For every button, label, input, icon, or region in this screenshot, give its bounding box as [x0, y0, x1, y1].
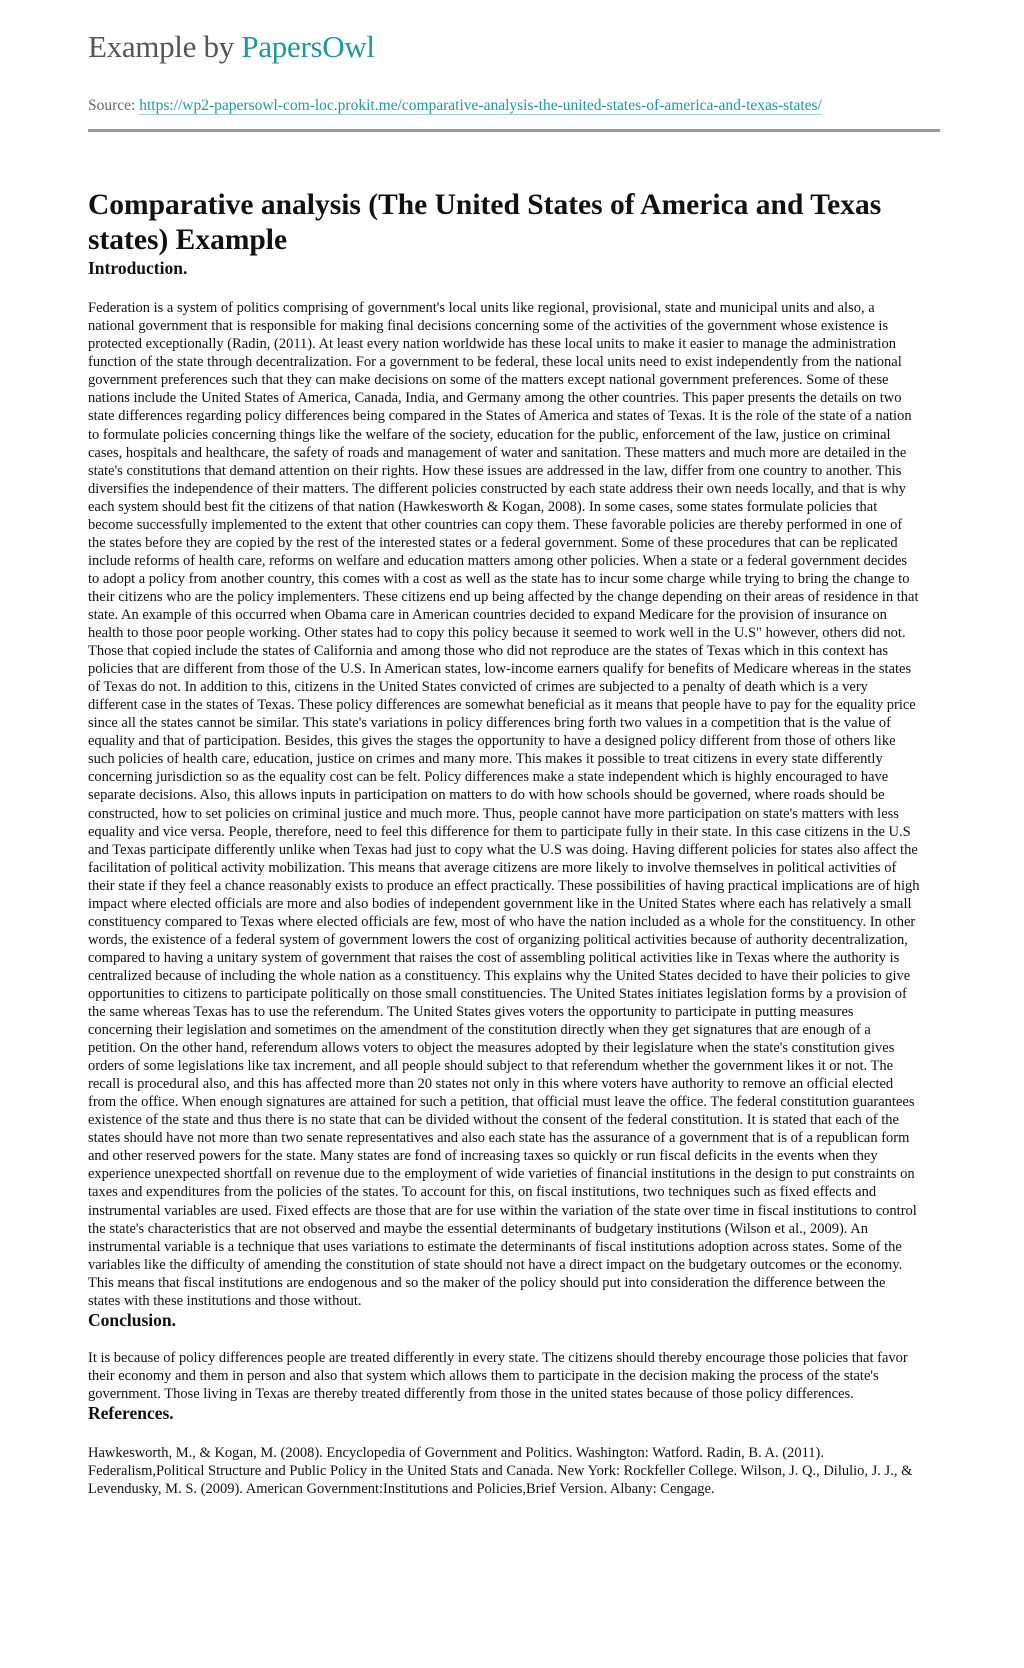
introduction-heading: Introduction.	[88, 258, 188, 279]
brand-link[interactable]: PapersOwl	[241, 29, 375, 64]
header-divider	[88, 129, 940, 132]
document-title: Comparative analysis (The United States of America and Texas states) Example	[88, 189, 882, 257]
references-body: Hawkesworth, M., & Kogan, M. (2008). Encyclopedia of Government and Politics. Washington: Watford. Radin, B. A. (2011). Federalism,Political Structure and Public Policy in the United Stats and Canada. New York: Rockfeller College. Wilson, J. Q., Dilulio, J. J., & Levendusky, M. S. (2009). American Government:Institutions and Policies,Brief Version. Albany: Cengage.	[88, 1444, 913, 1498]
references-heading: References.	[88, 1402, 174, 1423]
source-link[interactable]: https://wp2-papersowl-com-loc.prokit.me/comparative-analysis-the-united-states-of-america-and-texas-states/	[139, 97, 822, 115]
source-label: Source:	[88, 97, 140, 115]
source-line	[88, 97, 920, 115]
brand-prefix: Example by	[88, 29, 242, 64]
brand-header	[88, 0, 920, 65]
introduction-body: Federation is a system of politics comprising of government's local units like regional, provisional, state and municipal units and also, a national government that is responsible for making final decisions concerning some of the activities of the government whose existence is protected exceptionally (Radin, (2011). At least every nation worldwide has these local units to make it easier to manage the administration function of the state through decentralization. For a government to be federal, these local units need to exist independently from the national government preferences such that they can make decisions on some of the matters except national government preferences. Some of these nations include the United States of America, Canada, India, and Germany among the other countries. This paper presents the details on two state differences regarding policy differences being compared in the States of America and states of Texas. It is the role of the state of a nation to formulate policies concerning things like the welfare of the society, education for the public, enforcement of the law, justice on criminal cases, hospitals and healthcare, the safety of roads and management of water and sanitation. These matters and much more are detailed in the state's constitutions that demand attention on their rights. How these issues are addressed in the law, differ from one country to another. This diversifies the independence of their matters. The different policies constructed by each state address their own needs locally, and that is why each system should best fit the citizens of that nation (Hawkesworth & Kogan, 2008). In some cases, some states formulate policies that become successfully implemented to the extent that other countries can copy them. These favorable policies are thereby performed in one of the states before they are copied by the rest of the interested states or a federal government. Some of these procedures that can be replicated include reforms of health care, reforms on welfare and education matters among other policies. When a state or a federal government decides to adopt a policy from another country, this comes with a cost as well as the state has to incur some charge while trying to bring the change to their citizens who are the policy implementers. These citizens end up being affected by the change depending on their areas of residence in that state. An example of this occurred when Obama care in American countries decided to expand Medicare for the provision of insurance on health to those poor people working. Other states had to copy this policy because it seemed to work well in the U.S" however, others did not. Those that copied include the states of California and among those who did not reproduce are the states of Texas which in this context has policies that are different from those of the U.S. In American states, low-income earners qualify for benefits of Medicare whereas in the states of Texas do not. In addition to this, citizens in the United States convicted of crimes are subjected to a penalty of death which is a very different case in the states of Texas. These policy differences are somewhat beneficial as it means that people have to pay for the equality price since all the states cannot be similar. This state's variations in policy differences bring forth two values in a competition that is the value of equality and that of participation. Besides, this gives the stages the opportunity to have a designed policy different from those of others like such policies of health care, education, justice on crimes and many more. This makes it possible to treat citizens in every state differently concerning jurisdiction so as the equality cost can be felt. Policy differences make a state independent which is highly encouraged to have separate decisions. Also, this allows inputs in participation on matters to do with how schools should be governed, where roads should be constructed, how to set policies on criminal justice and much more. Thus, people cannot have more participation on state's matters with less equality and vice versa. People, therefore, need to feel this difference for them to participate fully in their state. In this case citizens in the U.S and Texas participate differently unlike when Texas had just to copy what the U.S was doing. Having different policies for states also affect the facilitation of political activity mobilization. This means that average citizens are more likely to involve themselves in political activities of their state if they feel a chance reasonably exists to produce an effect practically. These possibilities of having practical implications are of high impact where elected officials are more and also bodies of independent government like in the United States where each has relatively a small constituency compared to Texas where elected officials are few, most of who have the nation included as a whole for the constituency. In other words, the existence of a federal system of government lowers the cost of organizing political activities because of authority decentralization, compared to having a unitary system of government that raises the cost of assembling political activities like in Texas where the authority is centralized because of including the whole nation as a constituency. This explains why the United States decided to have their policies to give opportunities to citizens to participate politically on those small constituencies. The United States initiates legislation forms by a provision of the same whereas Texas has to use the referendum. The United States gives voters the opportunity to participate in putting measures concerning their legislation and sometimes on the amendment of the constitution directly when they get signatures that are enough of a petition. On the other hand, referendum allows voters to object the measures adopted by their legislature when the state's constitution gives orders of some legislations like tax increment, and all people should subject to that referendum whether the government likes it or not. The recall is procedural also, and this has affected more than 20 states not only in this where voters have authority to remove an official elected from the office. When enough signatures are attained for such a petition, that official must leave the office. The federal constitution guarantees existence of the state and thus there is no state that can be divided without the consent of the federal constitution. It is stated that each of the states should have not more than two senate representatives and also each state has the assurance of a government that is of a republican form and other reserved powers for the state. Many states are fond of increasing taxes so quickly or run fiscal deficits in the events when they experience unexpected shortfall on revenue due to the employment of wide varieties of financial institutions in the design to put constraints on taxes and expenditures from the policies of the states. To account for this, on fiscal institutions, two techniques such as fixed effects and instrumental variables are used. Fixed effects are those that are for use within the variation of the state over time in fiscal institutions to control the state's characteristics that are not observed and maybe the essential determinants of budgetary institutions (Wilson et al., 2009). An instrumental variable is a technique that uses variations to estimate the determinants of fiscal institutions adoption across states. Some of the variables like the difficulty of amending the constitution of state should not have a direct impact on the budgetary outcomes or the economy. This means that fiscal institutions are endogenous and so the maker of the policy should put into consideration the difference between the states with these institutions and those without.	[88, 300, 920, 1309]
conclusion-heading: Conclusion.	[88, 1309, 177, 1330]
conclusion-body: It is because of policy differences people are treated differently in every state. The citizens should thereby encourage those policies that favor their economy and them in person and also that system which allows them to participate in the decision making the process of the state's government. Those living in Texas are thereby treated differently from those in the united states because of those policy differences.	[88, 1349, 908, 1402]
